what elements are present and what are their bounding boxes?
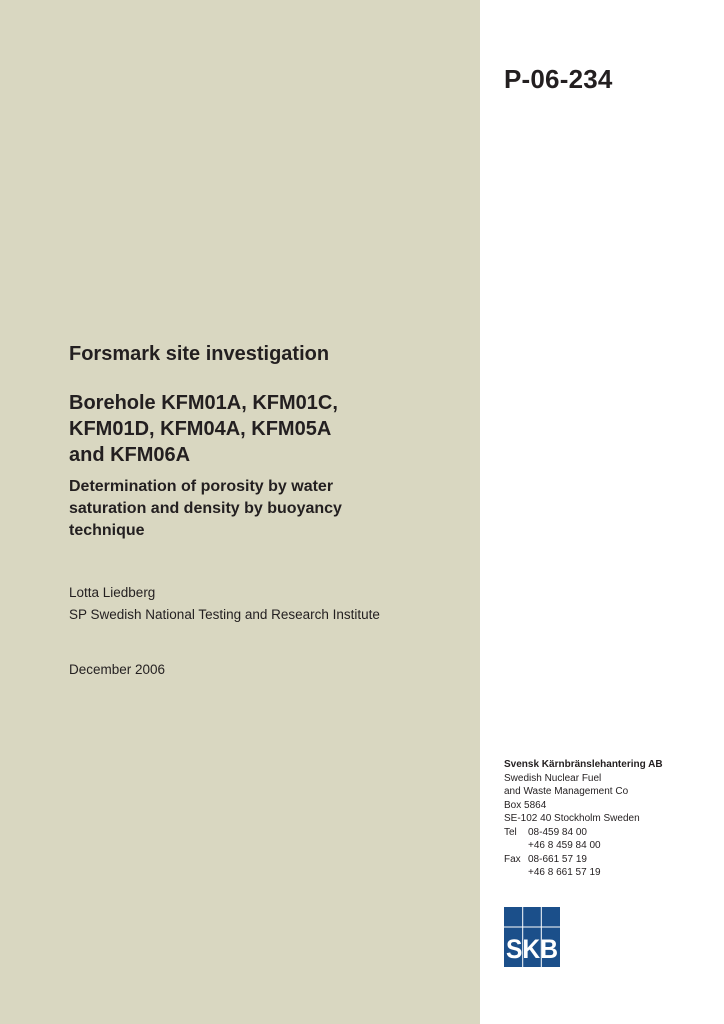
main-title-line: and KFM06A	[69, 444, 191, 466]
contact-label	[504, 866, 528, 880]
publisher-name-line: and Waste Management Co	[504, 786, 629, 797]
subtitle-line: saturation and density by buoyancy	[69, 500, 342, 517]
contact-row-tel-intl	[504, 839, 663, 853]
contact-label: Tel	[504, 826, 517, 838]
series-title: Forsmark site investigation	[69, 343, 330, 365]
contact-value: +46 8 661 57 19	[528, 867, 601, 878]
publisher-block	[504, 758, 663, 880]
author-name: Lotta Liedberg	[69, 585, 156, 600]
author-block	[69, 582, 380, 626]
skb-logo-icon	[504, 907, 560, 967]
publisher-company: Svensk Kärnbränslehantering AB	[504, 759, 663, 770]
contact-label	[504, 839, 528, 853]
logo-text: SKB	[506, 934, 558, 964]
contact-value: 08-661 57 19	[528, 853, 587, 865]
main-title-line: Borehole KFM01A, KFM01C,	[69, 392, 338, 414]
report-number: P-06-234	[504, 64, 613, 94]
main-title	[69, 390, 464, 468]
subtitle	[69, 476, 464, 542]
main-title-line: KFM01D, KFM04A, KFM05A	[69, 418, 332, 440]
contact-label: Fax	[504, 853, 521, 865]
publisher-box: Box 5864	[504, 799, 547, 811]
author-institution: SP Swedish National Testing and Research Institute	[69, 607, 380, 622]
contact-row-tel	[504, 826, 663, 840]
contact-value: +46 8 459 84 00	[528, 840, 601, 851]
publisher-name-line: Swedish Nuclear Fuel	[504, 772, 602, 784]
title-block	[69, 340, 464, 542]
contact-row-fax	[504, 853, 663, 867]
contact-row-fax-intl	[504, 866, 663, 880]
publication-date: December 2006	[69, 662, 166, 677]
subtitle-line: Determination of porosity by water	[69, 478, 334, 495]
contact-value: 08-459 84 00	[528, 826, 587, 838]
subtitle-line: technique	[69, 522, 145, 539]
publisher-address: SE-102 40 Stockholm Sweden	[504, 813, 640, 824]
